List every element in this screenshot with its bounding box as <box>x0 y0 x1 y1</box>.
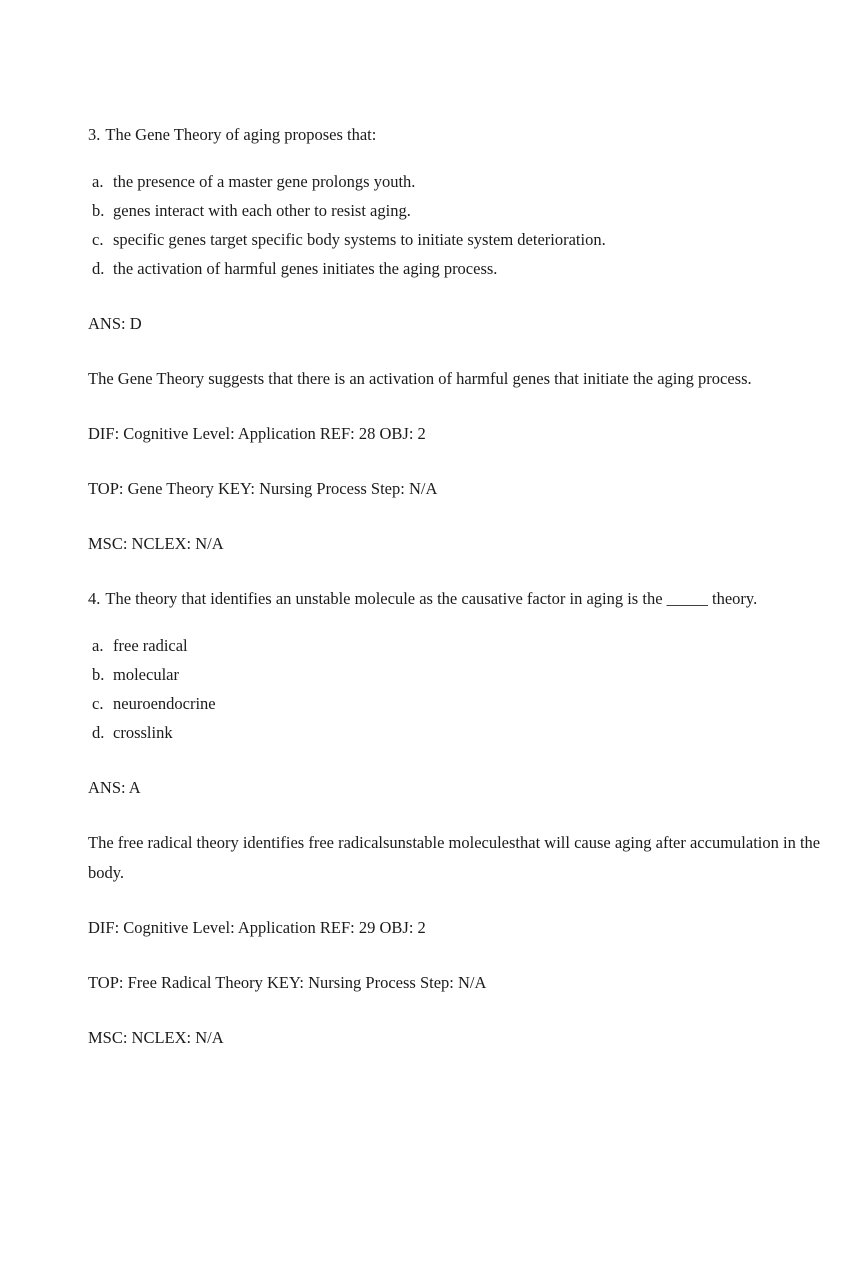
option-text: the presence of a master gene prolongs youth. <box>113 172 416 191</box>
dif-line: DIF: Cognitive Level: Application REF: 29 OBJ: 2 <box>88 918 426 937</box>
option-row-c <box>92 689 834 718</box>
options-list <box>88 631 834 747</box>
option-row-a <box>92 167 834 196</box>
option-letter: c. <box>92 694 104 713</box>
option-letter: a. <box>92 636 104 655</box>
option-text: the activation of harmful genes initiates the aging process. <box>113 259 498 278</box>
question-stem <box>88 120 834 150</box>
option-letter: d. <box>92 723 105 742</box>
answer-line: ANS: A <box>88 778 141 797</box>
option-row-c <box>92 225 834 254</box>
top-line: TOP: Gene Theory KEY: Nursing Process Step: N/A <box>88 479 438 498</box>
option-row-d <box>92 254 834 283</box>
options-list <box>88 167 834 283</box>
msc-line: MSC: NCLEX: N/A <box>88 534 224 553</box>
option-letter: b. <box>92 201 105 220</box>
question-number: 4. <box>88 589 101 608</box>
top-line: TOP: Free Radical Theory KEY: Nursing Process Step: N/A <box>88 973 487 992</box>
option-text: genes interact with each other to resist aging. <box>113 201 411 220</box>
option-letter: a. <box>92 172 104 191</box>
option-text: crosslink <box>113 723 173 742</box>
option-text: molecular <box>113 665 179 684</box>
option-row-d <box>92 718 834 747</box>
option-text: free radical <box>113 636 188 655</box>
rationale-text: The free radical theory identifies free radicalsunstable moleculesthat will cause aging after accumulation in the body. <box>88 833 821 882</box>
option-letter: b. <box>92 665 105 684</box>
question-stem-text: The theory that identifies an unstable molecule as the causative factor in aging is the _____ theory. <box>105 589 758 608</box>
dif-line: DIF: Cognitive Level: Application REF: 28 OBJ: 2 <box>88 424 426 443</box>
question-number: 3. <box>88 125 101 144</box>
option-text: specific genes target specific body systems to initiate system deterioration. <box>113 230 606 249</box>
question-block-3 <box>88 120 834 559</box>
option-row-a <box>92 631 834 660</box>
option-text: neuroendocrine <box>113 694 216 713</box>
rationale-text: The Gene Theory suggests that there is an activation of harmful genes that initiate the aging process. <box>88 369 752 388</box>
question-block-4 <box>88 584 834 1053</box>
answer-line: ANS: D <box>88 314 142 333</box>
option-row-b <box>92 660 834 689</box>
option-letter: c. <box>92 230 104 249</box>
question-stem-text: The Gene Theory of aging proposes that: <box>105 125 377 144</box>
option-letter: d. <box>92 259 105 278</box>
msc-line: MSC: NCLEX: N/A <box>88 1028 224 1047</box>
question-stem <box>88 584 834 614</box>
option-row-b <box>92 196 834 225</box>
